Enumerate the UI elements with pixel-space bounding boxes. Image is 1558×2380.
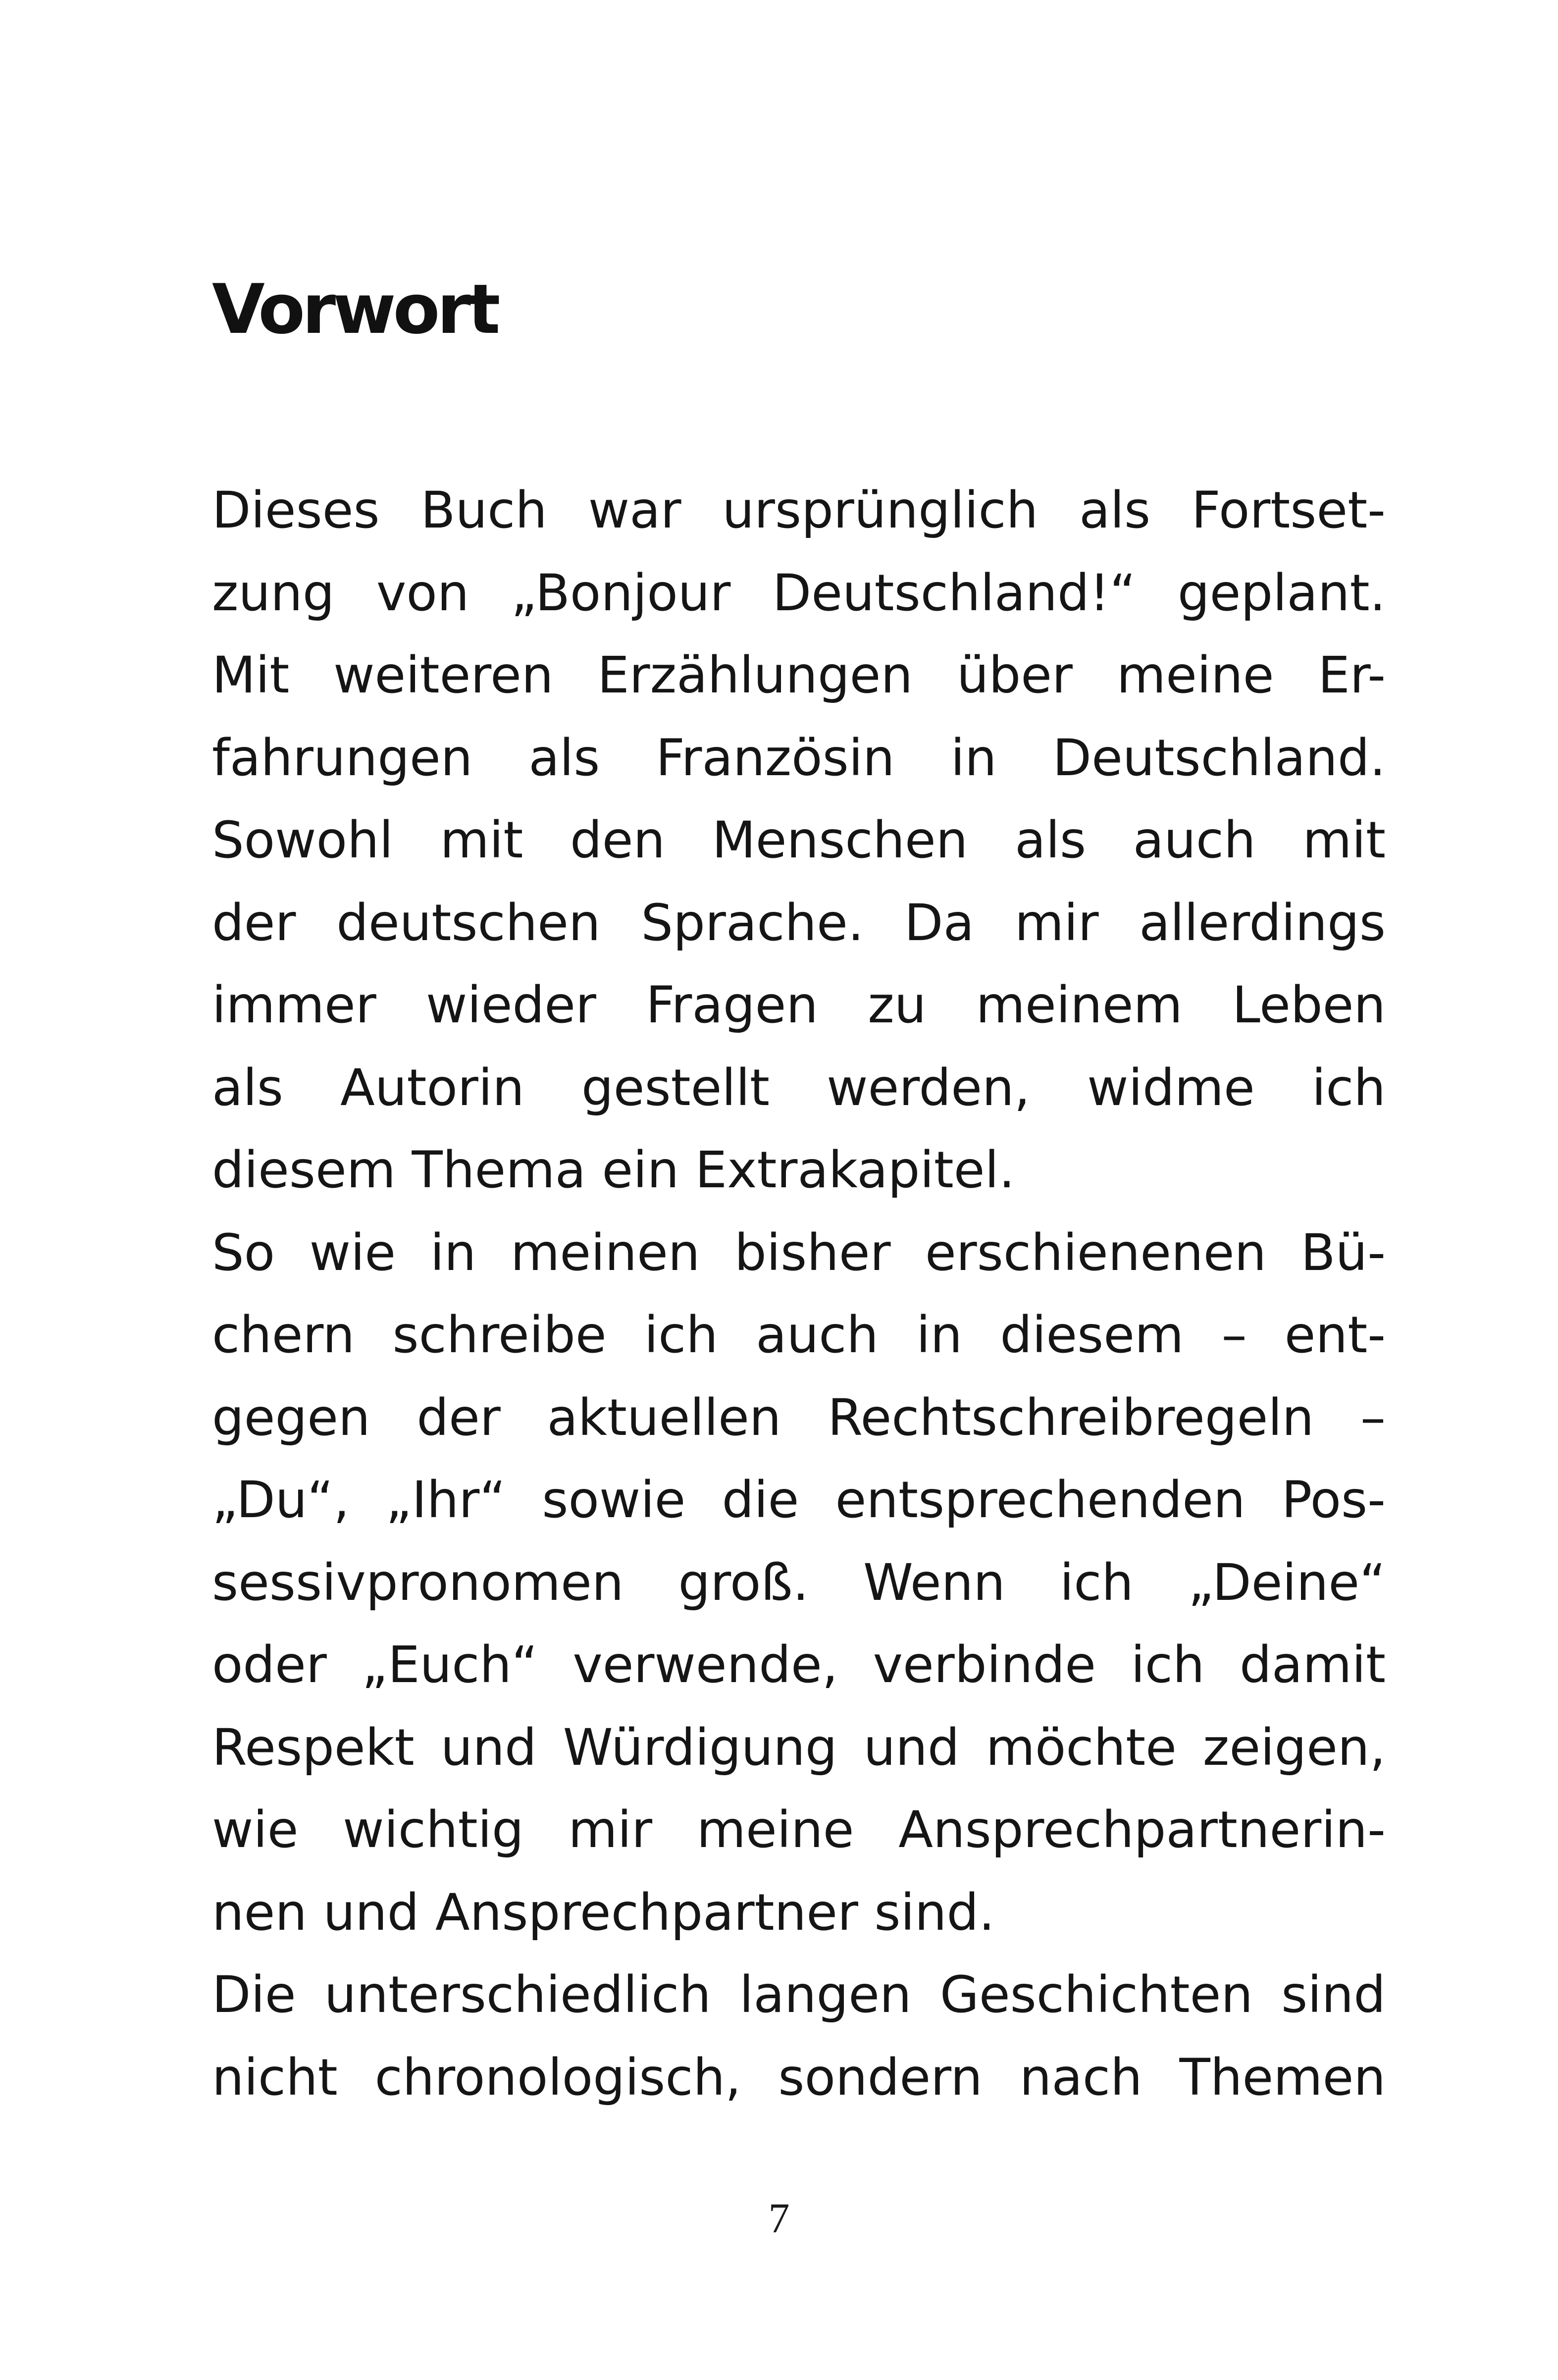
text-line: Sowohl mit den Menschen als auch mit (212, 811, 1386, 870)
chapter-heading: Vorwort (212, 269, 498, 349)
text-line: Respekt und Würdigung und möchte zeigen, (212, 1718, 1386, 1777)
text-line: der deutschen Sprache. Da mir allerdings (212, 893, 1386, 952)
text-line: oder „Euch“ verwende, verbinde ich damit (212, 1636, 1386, 1694)
text-line: wie wichtig mir meine Ansprechpartnerin- (212, 1800, 1386, 1859)
text-line: chern schreibe ich auch in diesem – ent- (212, 1306, 1386, 1365)
text-line: So wie in meinen bisher erschienenen Bü- (212, 1223, 1386, 1282)
text-line: nicht chronologisch, sondern nach Themen (212, 2048, 1386, 2107)
text-line: gegen der aktuellen Rechtschreibregeln – (212, 1388, 1386, 1447)
text-line: diesem Thema ein Extrakapitel. (212, 1141, 1015, 1200)
text-line: immer wieder Fragen zu meinem Leben (212, 976, 1386, 1035)
body-text (212, 470, 1386, 2119)
text-line: Die unterschiedlich langen Geschichten sind (212, 1965, 1386, 2024)
text-line: als Autorin gestellt werden, widme ich (212, 1058, 1386, 1117)
text-line: nen und Ansprechpartner sind. (212, 1883, 995, 1942)
text-line: zung von „Bonjour Deutschland!“ geplant. (212, 563, 1386, 623)
text-line: „Du“, „Ihr“ sowie die entsprechenden Pos- (212, 1471, 1386, 1530)
page-number: 7 (768, 2194, 790, 2242)
text-line: sessivpronomen groß. Wenn ich „Deine“ (212, 1553, 1386, 1612)
text-line: fahrungen als Französin in Deutschland. (212, 728, 1386, 788)
text-line: Dieses Buch war ursprünglich als Fortset- (212, 481, 1386, 540)
text-line: Mit weiteren Erzählungen über meine Er- (212, 646, 1386, 705)
